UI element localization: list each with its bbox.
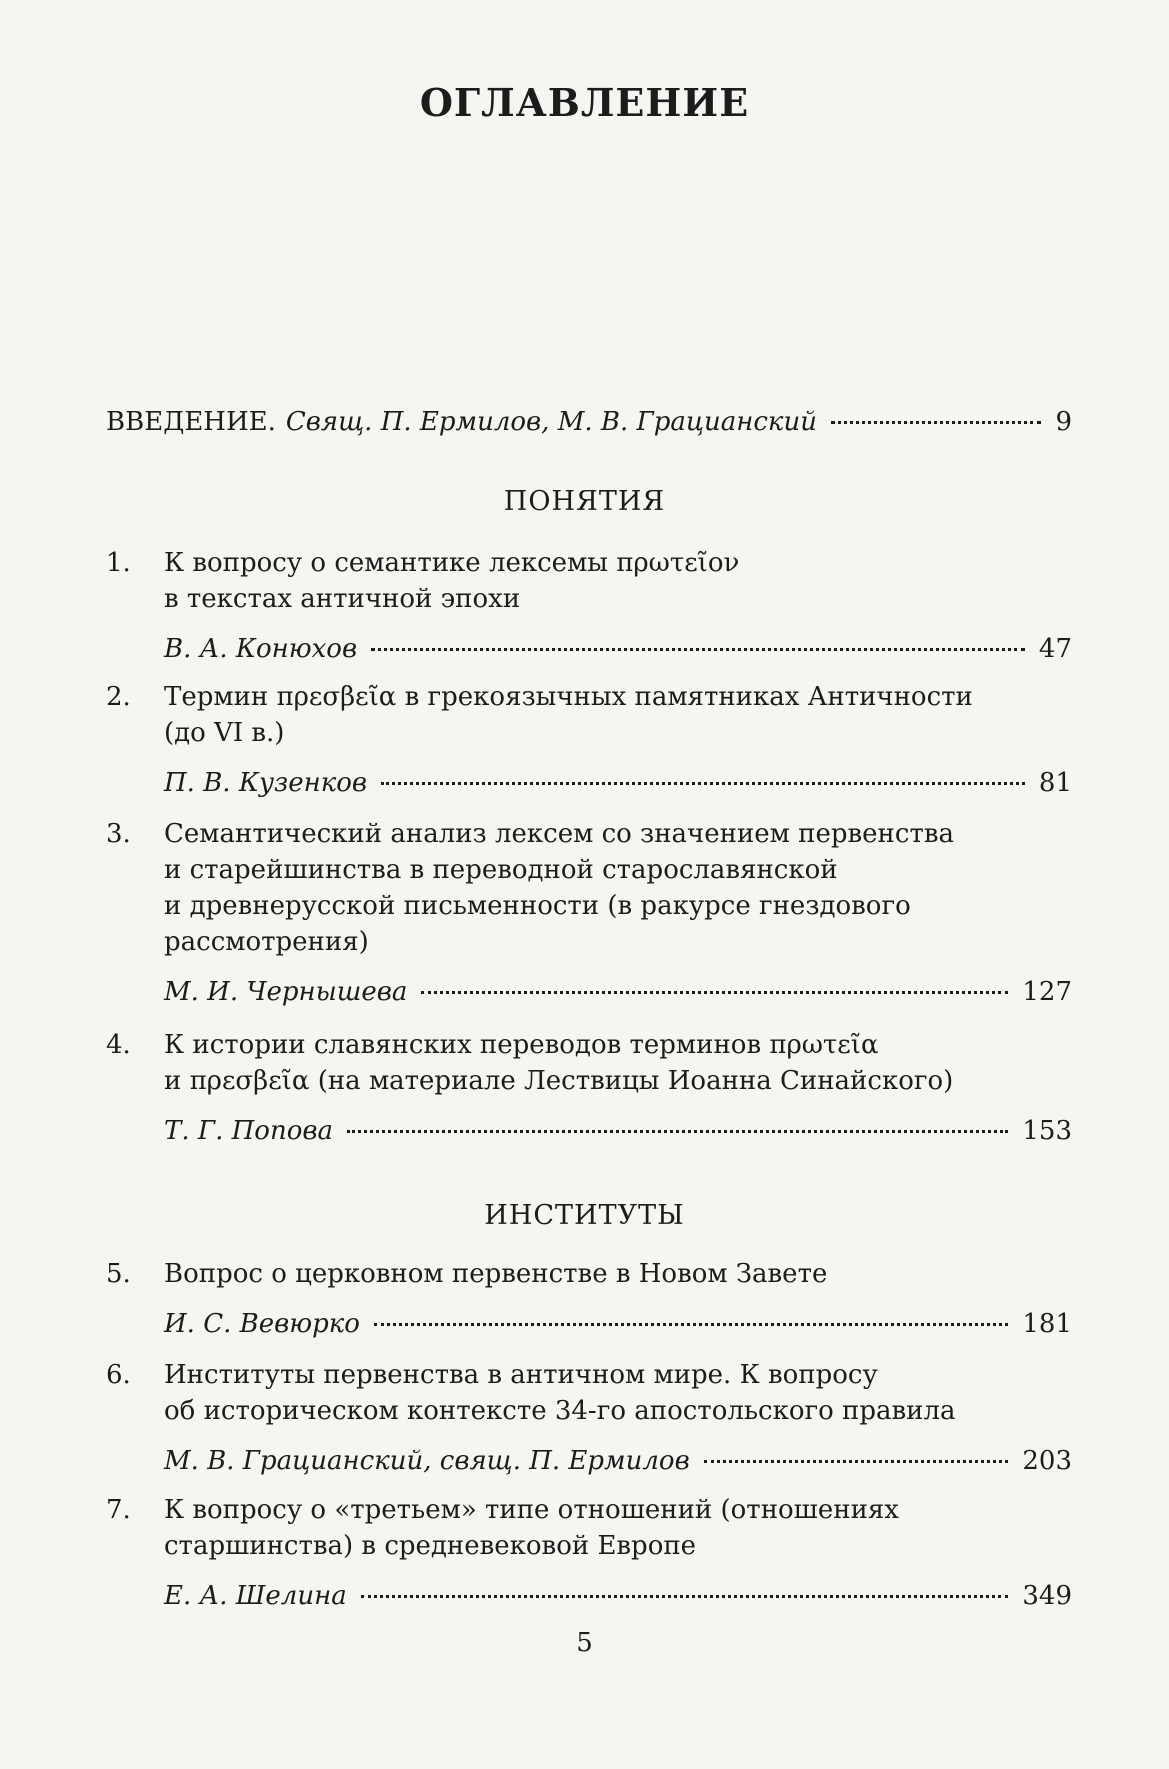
toc-entry-introduction (106, 404, 1072, 440)
entry-title-line: и πρεσβεῖα (на материале Лествицы Иоанна Синайского) (164, 1066, 954, 1096)
dot-leader (371, 648, 1025, 651)
toc-entry (106, 1256, 1072, 1342)
entry-number: 2. (106, 682, 131, 712)
page-number: 47 (1038, 634, 1072, 664)
page-number: 81 (1038, 768, 1072, 798)
entry-author: М. В. Грацианский, свящ. П. Ермилов (164, 1446, 690, 1476)
dot-leader (374, 1323, 1008, 1326)
entry-number: 5. (106, 1259, 131, 1289)
folio-page-number: 5 (576, 1628, 593, 1658)
entry-title-line: Вопрос о церковном первенстве в Новом Завете (164, 1259, 828, 1289)
entry-title-line: в текстах античной эпохи (164, 584, 521, 614)
entry-title-line: Семантический анализ лексем со значением первенства (164, 819, 954, 849)
toc-entry (106, 1492, 1072, 1614)
dot-leader (347, 1130, 1008, 1133)
dot-leader (704, 1460, 1009, 1463)
page-number: 349 (1022, 1581, 1072, 1611)
entry-number: 1. (106, 548, 131, 578)
entry-author: Е. А. Шелина (164, 1581, 347, 1611)
toc-entry (106, 1357, 1072, 1479)
toc-entry (106, 816, 1072, 1010)
entry-title-line: Институты первенства в античном мире. К вопросу (164, 1360, 878, 1390)
entry-title-line: об историческом контексте 34-го апостольского правила (164, 1396, 956, 1426)
section-heading: ПОНЯТИЯ (503, 486, 666, 517)
page-title: ОГЛАВЛЕНИЕ (419, 80, 750, 125)
entry-title-line: Термин πρεσβεῖα в грекоязычных памятниках Античности (164, 682, 973, 712)
entry-number: 4. (106, 1030, 131, 1060)
entry-number: 7. (106, 1495, 131, 1525)
intro-authors: Свящ. П. Ермилов, М. В. Грацианский (285, 407, 817, 437)
intro-label: ВВЕДЕНИЕ. (106, 407, 276, 437)
dot-leader (381, 782, 1025, 785)
entry-author: В. А. Конюхов (164, 634, 358, 664)
page-number: 181 (1022, 1309, 1072, 1339)
entry-title-line: К вопросу о семантике лексемы πρωτεῖον (164, 548, 740, 578)
dot-leader (361, 1595, 1009, 1598)
page-number: 127 (1022, 977, 1072, 1007)
entry-author: П. В. Кузенков (164, 768, 368, 798)
entry-title-line: (до VI в.) (164, 718, 285, 748)
page-number: 203 (1022, 1446, 1072, 1476)
entry-title-line: К истории славянских переводов терминов πρωτεῖα (164, 1030, 879, 1060)
toc-entry (106, 545, 1072, 667)
entry-author: И. С. Вевюрко (164, 1309, 360, 1339)
entry-title-line: и древнерусской письменности (в ракурсе гнездового (164, 891, 911, 921)
entry-title-line: старшинства) в средневековой Европе (164, 1531, 697, 1561)
toc-entry (106, 679, 1072, 801)
dot-leader (831, 421, 1042, 424)
page-number: 9 (1055, 407, 1072, 437)
entry-number: 6. (106, 1360, 131, 1390)
dot-leader (421, 991, 1008, 994)
toc-entry (106, 1027, 1072, 1149)
entry-title-line: и старейшинства в переводной старославянской (164, 855, 838, 885)
entry-author: М. И. Чернышева (164, 977, 408, 1007)
section-heading: ИНСТИТУТЫ (484, 1200, 685, 1231)
entry-number: 3. (106, 819, 131, 849)
entry-title-line: К вопросу о «третьем» типе отношений (отношениях (164, 1495, 899, 1525)
entry-title-line: рассмотрения) (164, 927, 369, 957)
entry-author: Т. Г. Попова (164, 1116, 333, 1146)
page-number: 153 (1022, 1116, 1072, 1146)
